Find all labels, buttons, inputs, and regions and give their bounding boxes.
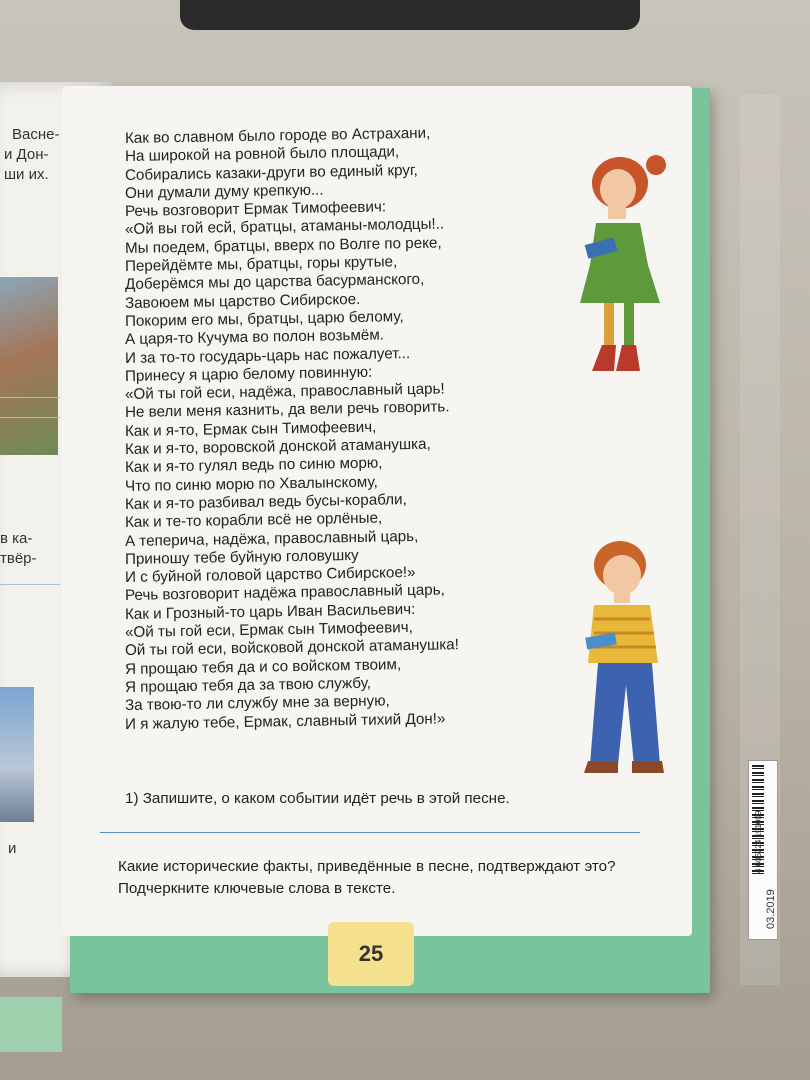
boy-illustration (578, 535, 668, 780)
left-fragment: Васне- (12, 126, 60, 143)
left-illustration (0, 687, 34, 822)
song-line: Как и те-то корабли всё не орлёные, (124, 509, 383, 532)
left-fragment: и (8, 840, 17, 857)
song-line: Как и я-то, Ермак сын Тимофеевич, (124, 418, 377, 440)
song-line: «Ой ты гой еси, надёжа, православный царь! (124, 380, 445, 404)
song-line: «Ой вы гой есй, братцы, атаманы-молодцы!.. (124, 215, 445, 239)
left-page-margin (0, 997, 62, 1052)
song-line: Перейдёмте мы, братцы, горы крутые, (124, 253, 398, 276)
song-line: Ой ты гой еси, войсковой донской атаманушка! (124, 636, 460, 660)
song-text (124, 124, 595, 734)
song-line: И я жалую тебе, Ермак, славный тихий Дон!» (124, 709, 446, 733)
song-line: Покорим его мы, братцы, царю белому, (124, 308, 404, 330)
sticker-date: 03.2019 (765, 889, 777, 929)
laptop-edge (180, 0, 640, 30)
song-line: Речь возговорит надёжа православный царь, (124, 581, 445, 605)
page-number-text: 25 (358, 941, 384, 966)
song-line: Как и я-то, воровской донской атаманушка, (124, 435, 431, 459)
song-line: «Ой ты гой еси, Ермак сын Тимофеевич, (124, 618, 413, 642)
left-fragment: твёр- (0, 550, 37, 567)
song-line: Они думали думу крепкую... (124, 181, 324, 202)
song-line: Речь возговорит Ермак Тимофеевич: (124, 198, 387, 221)
price-sticker (748, 760, 778, 940)
song-line: Не вели меня казнить, да вели речь говорить. (124, 398, 450, 422)
barcode-number: 4 606224 191009 (754, 810, 763, 873)
left-fragment: в ка- (0, 530, 33, 547)
girl-illustration (568, 145, 668, 377)
song-line: Я прощаю тебя да за твою службу, (124, 674, 372, 696)
answer-line[interactable] (100, 832, 640, 833)
left-illustration (0, 277, 58, 455)
song-line: И с буйной головой царство Сибирское!» (124, 564, 416, 587)
song-line: Доберёмся мы до царства басурманского, (124, 271, 425, 294)
song-line: Как и Грозный-то царь Иван Васильевич: (124, 600, 416, 623)
left-answer-line (0, 397, 60, 398)
song-line: Собирались казаки-други во единый круг, (124, 161, 418, 184)
left-fragment: и Дон- (4, 146, 49, 163)
song-line: Мы поедем, братцы, вверх по Волге по реке, (124, 234, 442, 257)
song-line: Завоюем мы царство Сибирское. (124, 290, 361, 312)
song-line: Приношу тебе буйную головушку (124, 546, 359, 568)
left-fragment: ши их. (4, 166, 49, 183)
song-line: За твою-то ли службу мне за верную, (124, 692, 390, 715)
left-answer-line (0, 584, 60, 585)
left-answer-line (0, 417, 60, 418)
task-2-question: Какие исторические факты, приведённые в песне, подтверждают это? Подчеркните ключевые слова в тексте. (118, 858, 616, 897)
song-line: Как во славном было городе во Астрахани, (124, 124, 431, 147)
song-line: А царя-то Кучума во полон возьмём. (124, 326, 385, 349)
song-line: Принесу я царю белому повинную: (124, 363, 373, 385)
song-line: Что по синю морю по Хвалынскому, (124, 473, 378, 495)
song-line: А теперича, надёжа, православный царь, (124, 527, 419, 550)
song-line: И за то-то государь-царь нас пожалует... (124, 344, 411, 367)
song-line: Я прощаю тебя да и со войском твоим, (124, 655, 402, 678)
song-line: Как и я-то гулял ведь по синю морю, (124, 454, 383, 477)
song-line: На широкой на ровной было площади, (124, 143, 400, 166)
task-1-question: 1) Запишите, о каком событии идёт речь в этой песне. (125, 790, 510, 807)
song-line: Как и я-то разбивал ведь бусы-корабли, (124, 491, 407, 513)
page-number (328, 922, 414, 986)
